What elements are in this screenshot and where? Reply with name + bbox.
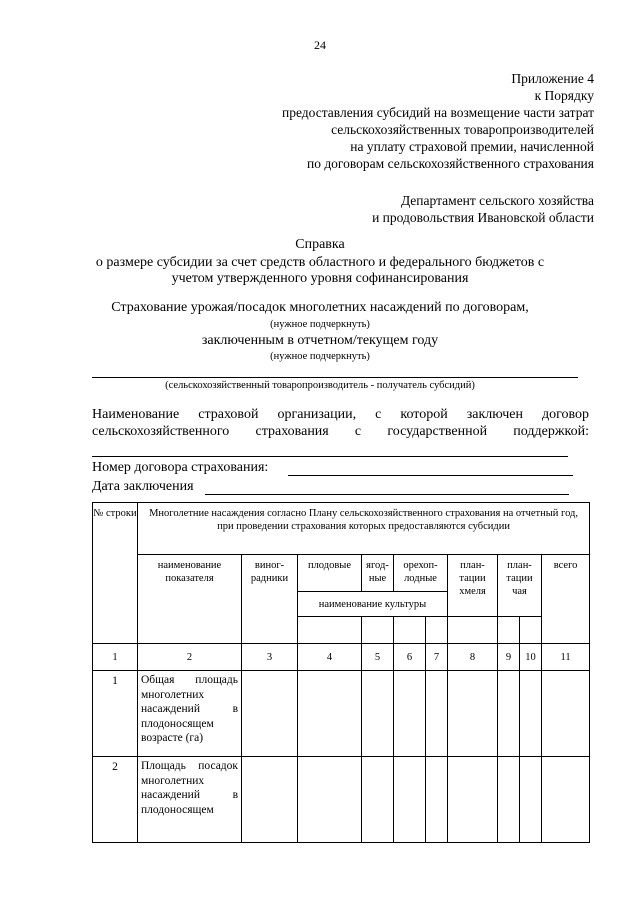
appendix-line: по договорам сельскохозяйственного страхования bbox=[306, 156, 594, 171]
table-cell[interactable] bbox=[542, 757, 590, 843]
table-row bbox=[93, 671, 590, 757]
subsidy-table bbox=[92, 502, 590, 843]
appendix-line: к Порядку bbox=[534, 88, 594, 103]
table-cell[interactable] bbox=[298, 757, 362, 843]
contract-number-field[interactable] bbox=[288, 475, 573, 476]
document-title: Справка bbox=[295, 237, 345, 252]
header-nut: орехоп-лодные bbox=[394, 555, 448, 592]
appendix-line: на уплату страховой премии, начисленной bbox=[350, 139, 594, 154]
table-cell[interactable] bbox=[448, 671, 498, 757]
table-cell bbox=[520, 617, 542, 644]
department-line: Департамент сельского хозяйства bbox=[400, 193, 594, 208]
insurance-type-line: Страхование урожая/посадок многолетних насаждений по договорам, bbox=[111, 300, 529, 315]
header-berry: ягод-ные bbox=[362, 555, 394, 592]
table-cell bbox=[498, 617, 520, 644]
table-row bbox=[93, 757, 590, 843]
column-number: 2 bbox=[138, 644, 242, 671]
column-number-row bbox=[93, 644, 590, 671]
table-cell[interactable] bbox=[448, 757, 498, 843]
column-number: 3 bbox=[242, 644, 298, 671]
table-cell[interactable] bbox=[394, 757, 426, 843]
department-line: и продовольствия Ивановской области bbox=[372, 210, 594, 225]
table-cell bbox=[298, 617, 362, 644]
column-number: 8 bbox=[448, 644, 498, 671]
underline-hint: (нужное подчеркнуть) bbox=[270, 319, 370, 330]
header-hops: план-тации хмеля bbox=[448, 555, 498, 617]
table-cell[interactable] bbox=[298, 671, 362, 757]
appendix-line: сельскохозяйственных товаропроизводителей bbox=[331, 122, 594, 137]
table-cell bbox=[362, 617, 394, 644]
table-cell[interactable] bbox=[426, 671, 448, 757]
insurer-label-line: Наименование страховой организации, с которой заключен договор bbox=[92, 407, 589, 422]
header-plantings-group: Многолетние насаждения согласно Плану сельскохозяйственного страхования на отчетный год, при проведении страхования которых предоставляются субсидии bbox=[138, 503, 590, 555]
contract-date-field[interactable] bbox=[205, 494, 569, 495]
header-crop-name: наименование культуры bbox=[298, 592, 448, 617]
header-tea: план-тации чая bbox=[498, 555, 542, 617]
table-cell[interactable] bbox=[520, 671, 542, 757]
header-total: всего bbox=[542, 555, 590, 644]
insurer-label-line: сельскохозяйственного страхования с государственной поддержкой: bbox=[92, 424, 589, 439]
header-fruit: плодовые bbox=[298, 555, 362, 592]
table-cell[interactable] bbox=[498, 671, 520, 757]
header-vineyards: виног-радники bbox=[242, 555, 298, 644]
page-number: 24 bbox=[314, 38, 326, 52]
contract-number-label: Номер договора страхования: bbox=[92, 460, 269, 475]
underline-hint: (нужное подчеркнуть) bbox=[270, 351, 370, 362]
table-cell bbox=[426, 617, 448, 644]
column-number: 10 bbox=[520, 644, 542, 671]
table-cell[interactable] bbox=[498, 757, 520, 843]
column-number: 11 bbox=[542, 644, 590, 671]
table-cell[interactable] bbox=[242, 671, 298, 757]
column-number: 4 bbox=[298, 644, 362, 671]
column-number: 9 bbox=[498, 644, 520, 671]
insurer-fill-line[interactable] bbox=[92, 456, 568, 457]
document-subtitle-line: о размере субсидии за счет средств областного и федерального бюджетов с bbox=[95, 255, 545, 270]
table-cell[interactable] bbox=[362, 757, 394, 843]
table-cell bbox=[394, 617, 426, 644]
header-row-number: № строки bbox=[93, 503, 138, 644]
row-number: 1 bbox=[93, 671, 138, 757]
row-number: 2 bbox=[93, 757, 138, 843]
table-cell[interactable] bbox=[394, 671, 426, 757]
table-cell[interactable] bbox=[542, 671, 590, 757]
column-number: 5 bbox=[362, 644, 394, 671]
table-cell[interactable] bbox=[362, 671, 394, 757]
appendix-line: Приложение 4 bbox=[511, 71, 594, 86]
contract-date-label: Дата заключения bbox=[92, 479, 194, 494]
header-indicator: наименование показателя bbox=[138, 555, 242, 644]
table-cell[interactable] bbox=[520, 757, 542, 843]
table-cell[interactable] bbox=[426, 757, 448, 843]
table-cell[interactable] bbox=[242, 757, 298, 843]
table-cell bbox=[448, 617, 498, 644]
document-subtitle-line: учетом утвержденного уровня софинансирования bbox=[171, 271, 469, 286]
column-number: 7 bbox=[426, 644, 448, 671]
row-label: Площадь посадок многолетних насаждений в плодоносящем bbox=[138, 757, 242, 843]
producer-fill-line[interactable] bbox=[92, 377, 578, 378]
column-number: 6 bbox=[394, 644, 426, 671]
producer-caption: (сельскохозяйственный товаропроизводитель - получатель субсидий) bbox=[165, 380, 475, 391]
appendix-line: предоставления субсидий на возмещение части затрат bbox=[281, 105, 594, 120]
contract-year-line: заключенным в отчетном/текущем году bbox=[201, 333, 439, 348]
column-number: 1 bbox=[93, 644, 138, 671]
row-label: Общая площадь многолетних насаждений в плодоносящем возрасте (га) bbox=[138, 671, 242, 757]
